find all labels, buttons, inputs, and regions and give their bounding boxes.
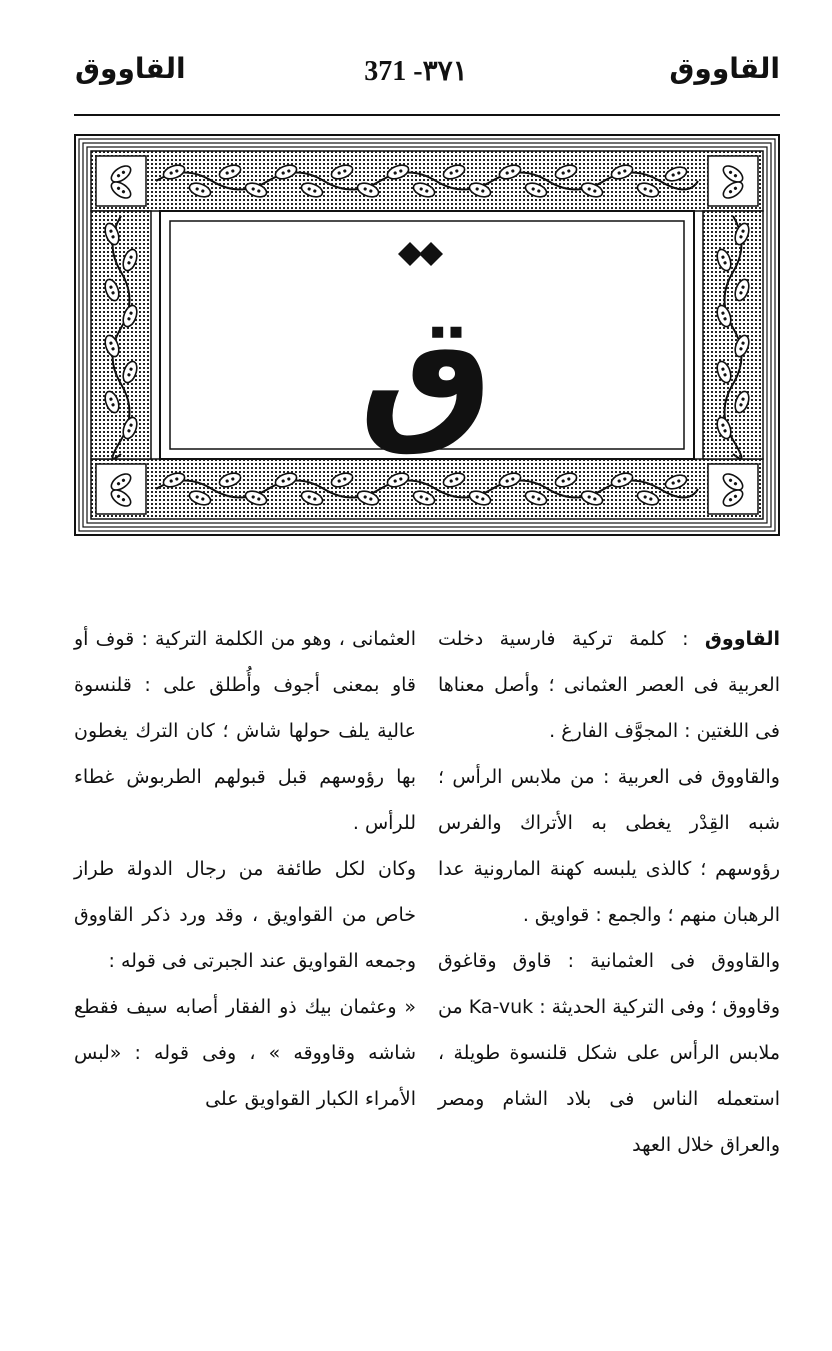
paragraph-text: : كلمة تركية فارسية دخلت العربية فى العصر العثمانى ؛ وأصل معناها فى اللغتين : المجوَّف الفارغ . (438, 628, 780, 742)
page-number: 371 -٣٧١ (364, 56, 468, 87)
paragraph (438, 616, 780, 754)
paragraph (438, 938, 780, 1168)
paragraph-text: « وعثمان بيك ذو الفقار أصابه سيف فقطع شاشه وقاووقه » ، وفى قوله : «لبس الأمراء الكبار القواويق على (74, 996, 416, 1110)
paragraph-text: والقاووق فى العربية : من ملابس الرأس ؛ شبه القِدْر يغطى به الأتراك والفرس رؤوسهم ؛ كالذى يلبسه كهنة المارونية عدا الرهبان منهم ؛ والجمع : قواويق . (438, 766, 780, 926)
running-header-right: القاووق (669, 52, 780, 85)
paragraph (74, 984, 416, 1122)
section-letter: ق (358, 284, 494, 458)
paragraph (438, 754, 780, 938)
paragraph (74, 846, 416, 984)
running-header-left: القاووق (75, 52, 186, 85)
paragraph-text: والقاووق فى العثمانية : قاوق وقاغوق وقاووق ؛ وفى التركية الحديثة : Ka-vuk من ملابس الرأس على شكل قلنسوة طويلة ، استعمله الناس فى بلاد الشام ومصر والعراق خلال العهد (438, 950, 780, 1156)
left-column (74, 616, 416, 1122)
header-rule (74, 114, 780, 116)
ornamental-frame (74, 134, 780, 536)
paragraph-text: العثمانى ، وهو من الكلمة التركية : قوف أو قاو بمعنى أجوف وأُطلق على : قلنسوة عالية يلف حولها شاش ؛ كان الترك يغطون بها رؤوسهم قبل قبولهم الطربوش غطاء للرأس . (74, 628, 416, 834)
right-column (438, 616, 780, 1168)
entry-headword: القاووق (704, 628, 780, 650)
paragraph-text: وكان لكل طائفة من رجال الدولة طراز خاص من القواويق ، وقد ورد ذكر القاووق وجمعه القواويق عند الجبرتى فى قوله : (74, 858, 416, 972)
paragraph (74, 616, 416, 846)
